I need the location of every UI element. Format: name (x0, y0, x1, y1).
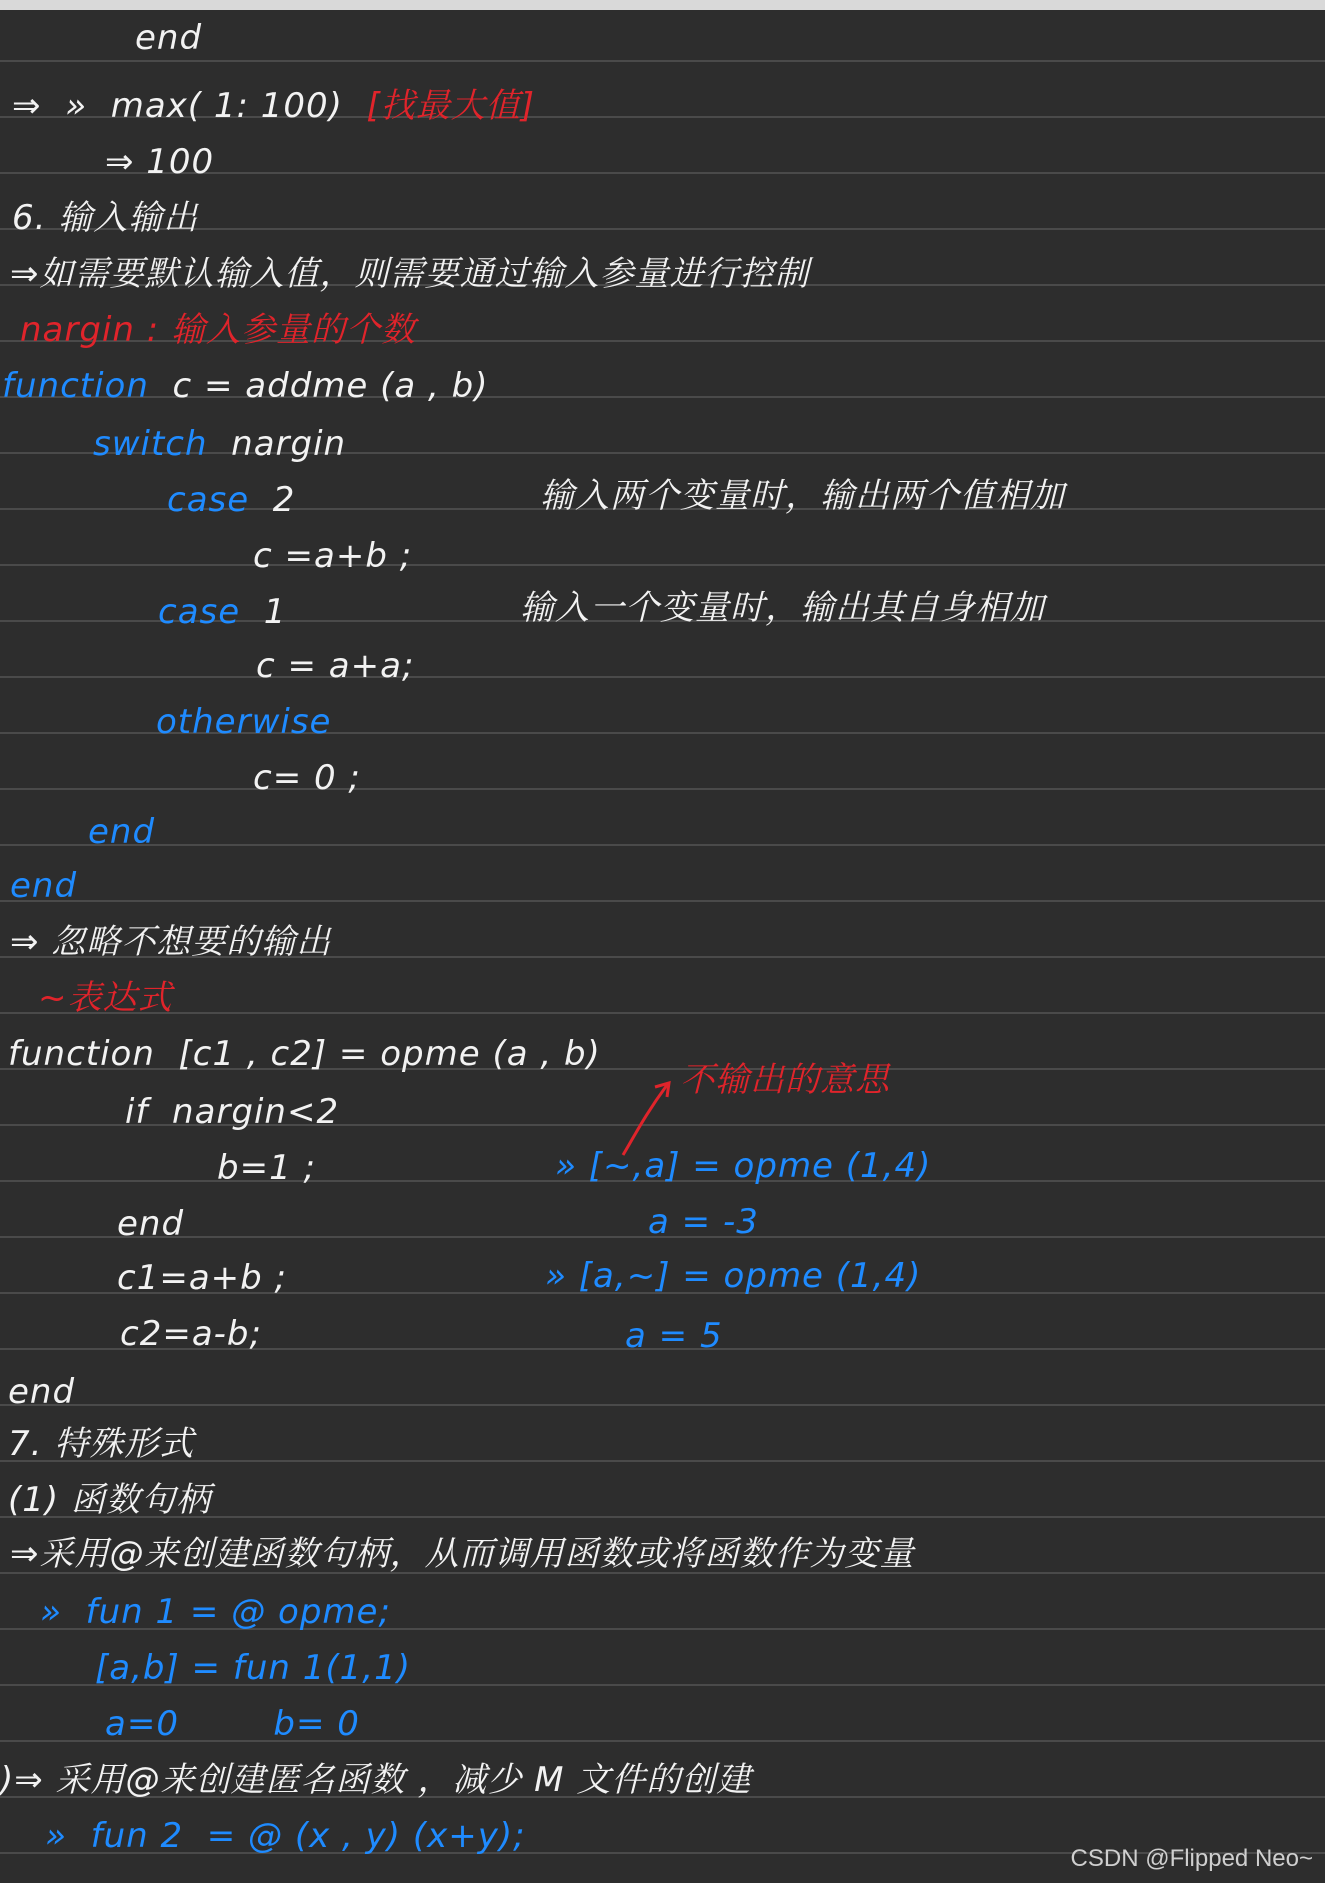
note-line (167, 480, 295, 520)
watermark: CSDN @Flipped Neo~ (1070, 1845, 1313, 1872)
note-line (555, 1146, 931, 1186)
note-line (253, 536, 412, 576)
note-line (540, 476, 1065, 516)
note-text: ⇒ » max( 1: 100) (12, 86, 367, 126)
note-text: 不输出的意思 (680, 1060, 890, 1100)
note-line (40, 1592, 391, 1632)
note-line (117, 1258, 287, 1298)
note-line (10, 866, 77, 906)
note-text: case (167, 480, 250, 520)
note-text: end (117, 1204, 185, 1244)
note-text: » [a,~] = opme (1,4) (545, 1256, 922, 1296)
note-text: a=0 b= 0 (105, 1704, 360, 1744)
note-text: [a,b] = fun 1(1,1) (95, 1648, 411, 1688)
note-text: a = -3 (648, 1202, 759, 1242)
note-line (0, 1760, 751, 1800)
note-line (38, 978, 173, 1018)
note-line (105, 1704, 360, 1744)
note-line (253, 758, 361, 798)
note-text: 7. 特殊形式 (8, 1424, 195, 1464)
note-line (88, 812, 155, 852)
note-text: if nargin<2 (125, 1092, 340, 1132)
note-text: 输入两个变量时，输出两个值相加 (540, 476, 1065, 516)
rule-line (0, 564, 1325, 566)
rule-line (0, 844, 1325, 846)
note-text: b=1 ; (217, 1148, 316, 1188)
note-text: ⇒采用@来创建函数句柄，从而调用函数或将函数作为变量 (10, 1534, 915, 1574)
note-text: )⇒ 采用@来创建匿名函数 ，减少 M 文件的创建 (0, 1760, 752, 1800)
note-text: c = a+a; (256, 646, 415, 686)
note-line (12, 198, 198, 238)
note-text: case (158, 592, 241, 632)
note-line (8, 1424, 194, 1464)
note-text: end (135, 18, 203, 58)
note-text: 1 (240, 592, 287, 632)
note-line (8, 1034, 601, 1074)
rule-line (0, 900, 1325, 902)
note-text: 6. 输入输出 (12, 198, 199, 238)
note-text: » fun 1 = @ opme; (40, 1592, 391, 1632)
note-line (45, 1816, 526, 1856)
note-line (217, 1148, 316, 1188)
note-line (10, 922, 331, 962)
note-text: switch (93, 424, 208, 464)
note-text: (1) 函数句柄 (8, 1480, 211, 1520)
rule-line (0, 60, 1325, 62)
note-text: end (88, 812, 156, 852)
rule-line (0, 228, 1325, 230)
rule-line (0, 676, 1325, 678)
note-text: nargin : 输入参量的个数 (20, 310, 417, 350)
note-line (125, 1092, 339, 1132)
note-text: c =a+b ; (253, 536, 413, 576)
note-line (105, 142, 214, 182)
note-text: c= 0 ; (253, 758, 361, 798)
note-line (2, 366, 489, 406)
note-line (625, 1316, 723, 1356)
note-line (10, 1534, 915, 1574)
note-line (256, 646, 414, 686)
top-edge-bar (0, 0, 1325, 10)
note-text: end (8, 1372, 76, 1412)
note-line (12, 86, 535, 126)
note-text: end (10, 866, 78, 906)
note-text: c = addme (a , b) (148, 366, 489, 406)
note-text: nargin (207, 424, 347, 464)
note-line (648, 1202, 759, 1242)
rule-line (0, 1460, 1325, 1462)
note-text: otherwise (156, 702, 332, 742)
note-text: ⇒ 忽略不想要的输出 (10, 922, 332, 962)
note-text: function [c1 , c2] = opme (a , b) (8, 1034, 601, 1074)
note-line (10, 254, 810, 294)
note-text: a = 5 (625, 1316, 723, 1356)
note-text: 输入一个变量时，输出其自身相加 (520, 588, 1045, 628)
rule-line (0, 788, 1325, 790)
note-text: ~表达式 (38, 978, 173, 1018)
note-line (117, 1204, 184, 1244)
note-line (93, 424, 346, 464)
note-text: function (2, 366, 149, 406)
note-line (120, 1314, 262, 1354)
note-text: c2=a-b; (120, 1314, 262, 1354)
note-line (680, 1060, 890, 1100)
note-text: » fun 2 = @ (x , y) (x+y); (45, 1816, 526, 1856)
note-line (520, 588, 1045, 628)
note-line (135, 18, 202, 58)
note-line (158, 592, 286, 632)
note-text: ⇒如需要默认输入值，则需要通过输入参量进行控制 (10, 254, 810, 294)
note-line (156, 702, 331, 742)
note-text: » [~,a] = opme (1,4) (555, 1146, 932, 1186)
note-line (8, 1372, 75, 1412)
note-text: [找最大值] (366, 86, 536, 126)
note-line (95, 1648, 411, 1688)
note-line (8, 1480, 211, 1520)
rule-line (0, 1404, 1325, 1406)
note-text: ⇒ 100 (105, 142, 215, 182)
annotation-arrow-icon (615, 1075, 695, 1165)
note-line (545, 1256, 921, 1296)
rule-line (0, 1012, 1325, 1014)
note-text: c1=a+b ; (117, 1258, 287, 1298)
note-text: 2 (249, 480, 296, 520)
note-line (20, 310, 416, 350)
